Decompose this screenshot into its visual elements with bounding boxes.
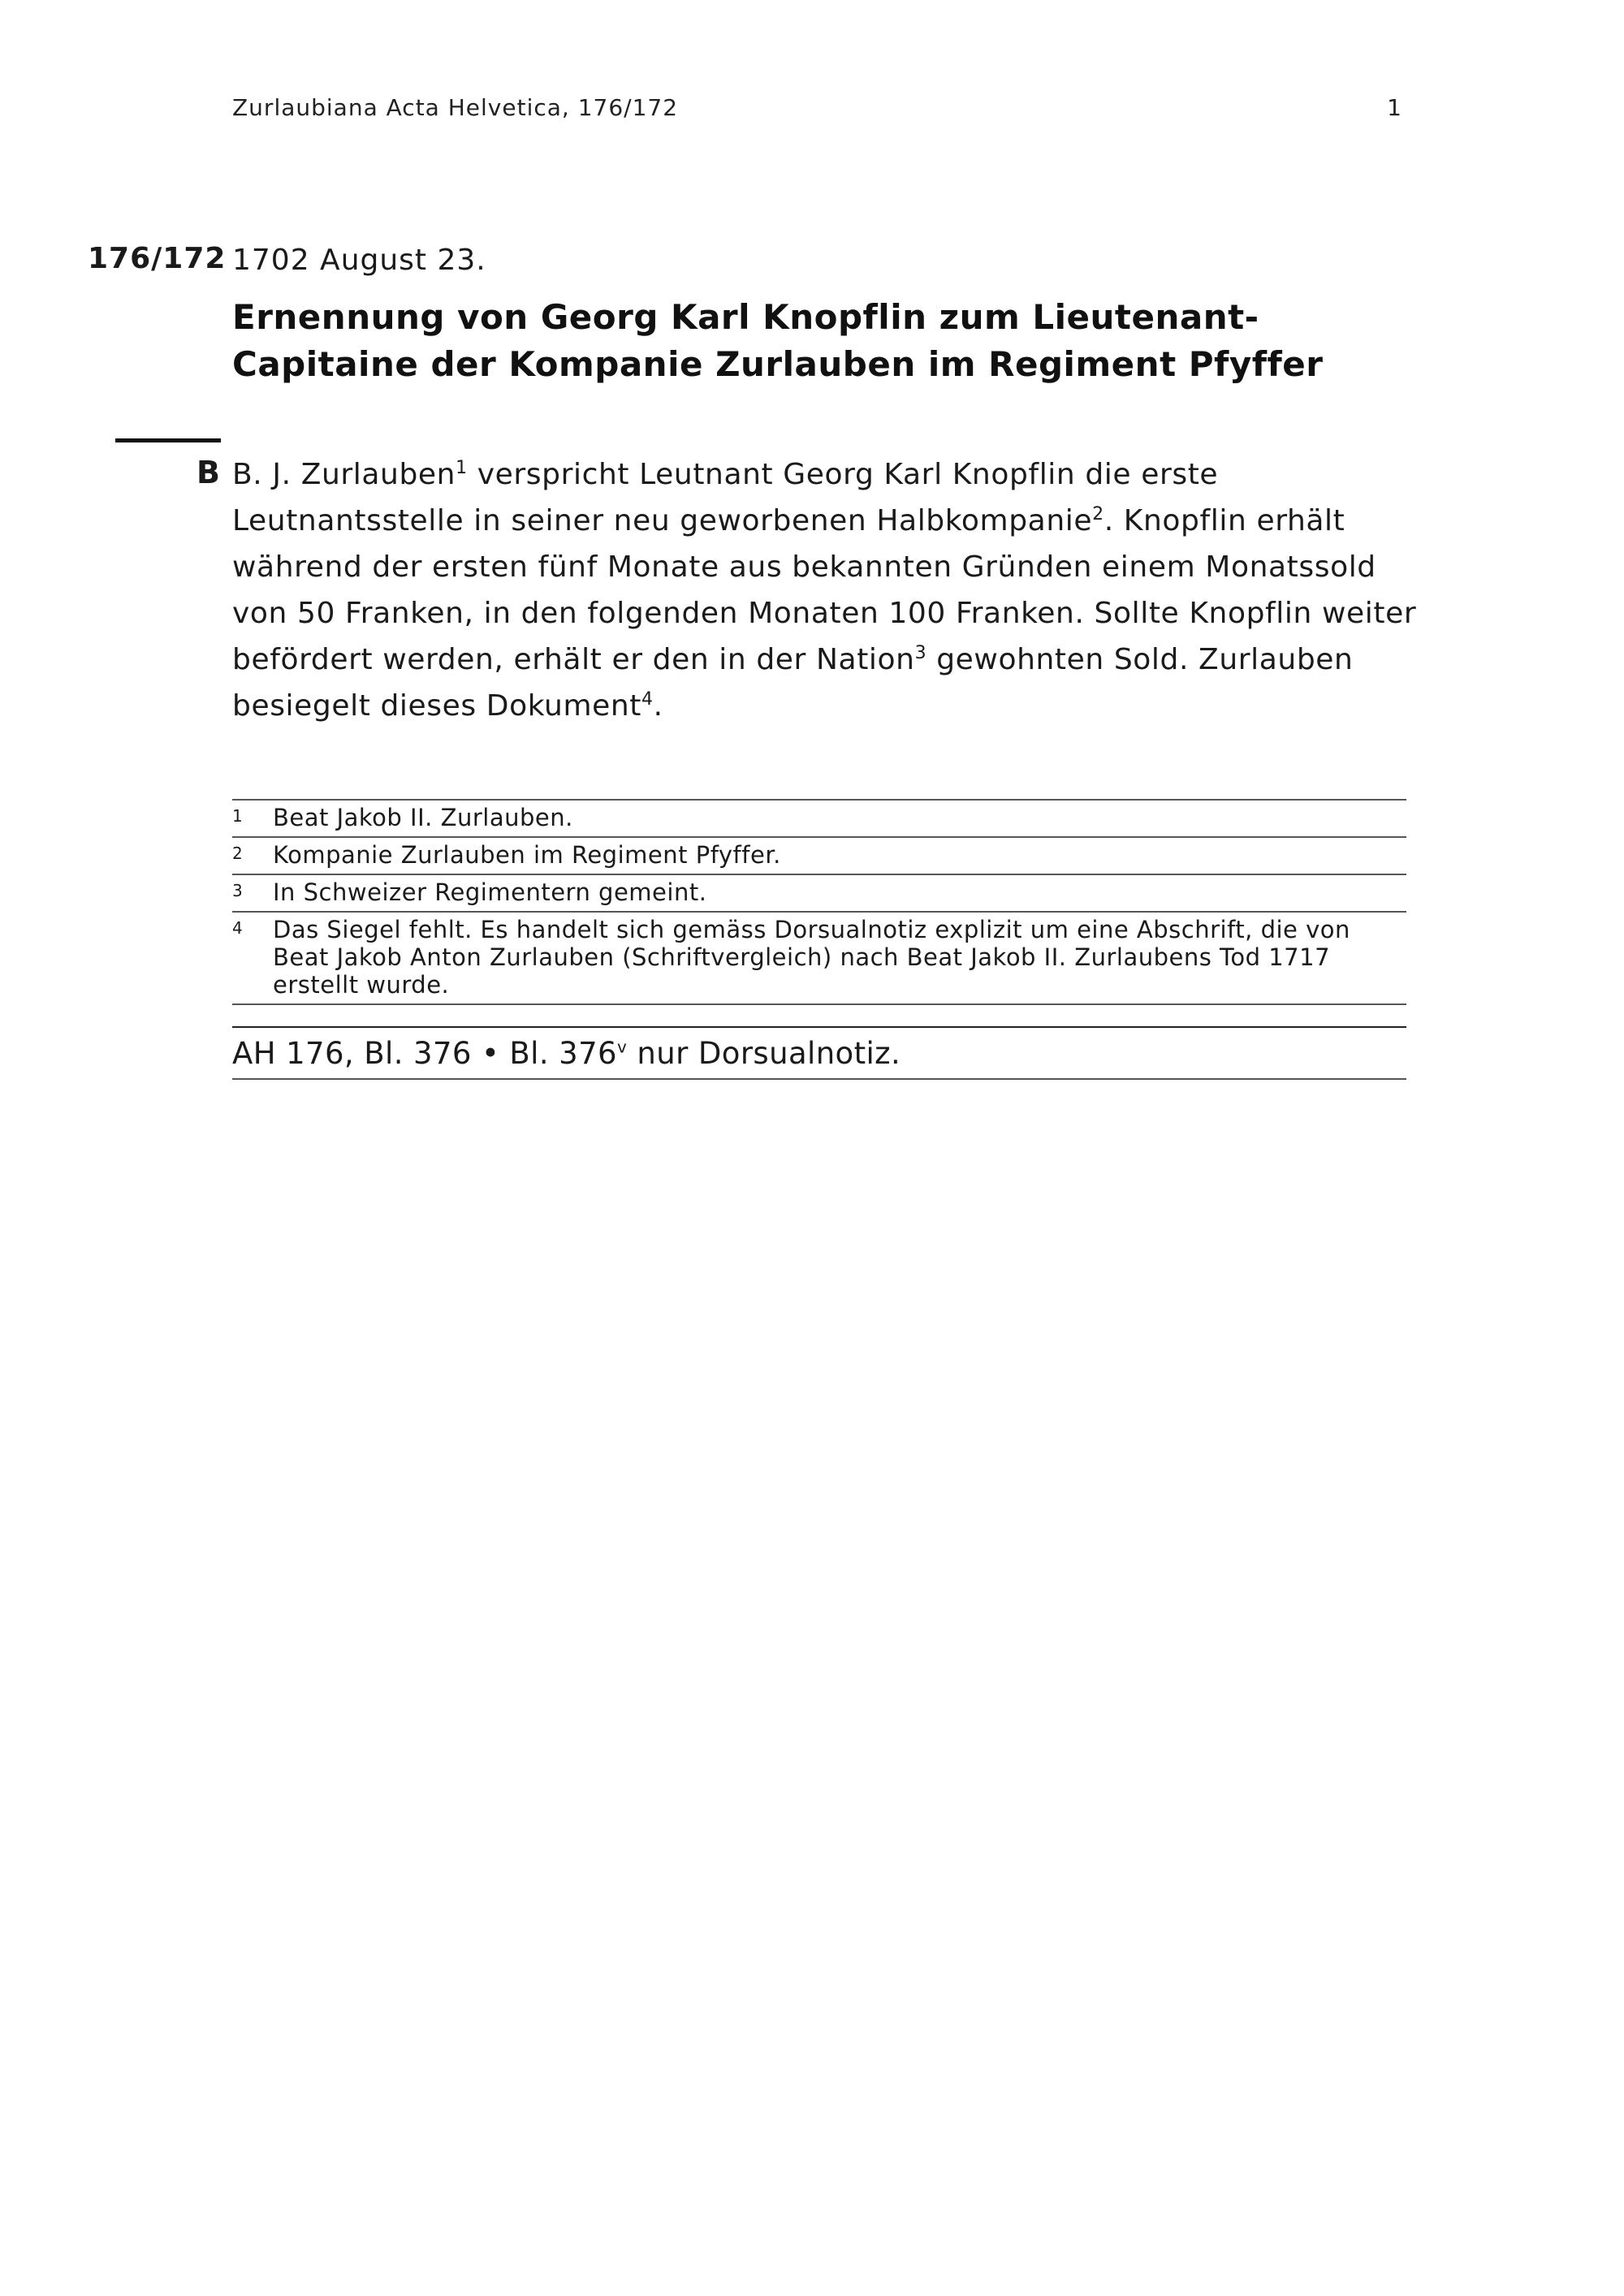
- footnote-number: 4: [232, 918, 244, 938]
- regest-text: [232, 451, 1426, 729]
- document-number: 176/172: [88, 242, 227, 275]
- footnote-item: [232, 838, 1406, 875]
- regest-marker: B: [197, 455, 220, 490]
- document-title: Ernennung von Georg Karl Knopflin zum Lieutenant-Capitaine der Kompanie Zurlauben im Regiment Pfyffer: [232, 297, 1324, 384]
- footnote-item: [232, 913, 1406, 1005]
- regest-segment: B. J. Zurlauben: [232, 458, 456, 491]
- footnote-ref[interactable]: 1: [456, 458, 468, 478]
- page-number: 1: [1387, 94, 1402, 121]
- footnote-ref[interactable]: 3: [914, 643, 927, 663]
- regest-segment: . Knopflin erhält während der ersten fünf Monate aus bekannten Gründen einem Monatssold von 50 Franken, in den folgenden Monaten 100 Franken. Sollte Knopflin weiter befördert werden, erhält er den in der Nation: [232, 504, 1417, 676]
- document-date: 1702 August 23.: [232, 244, 486, 277]
- source-prefix: AH 176, Bl. 376 • Bl. 376: [232, 1036, 617, 1071]
- section-divider: [115, 438, 221, 442]
- source-reference: [232, 1026, 1406, 1080]
- footnote-ref[interactable]: 2: [1092, 504, 1104, 524]
- regest-segment: verspricht Leutnant Georg Karl Knopflin die erste Leutnantsstelle in seiner neu geworbenen Halbkompanie: [232, 458, 1219, 537]
- footnote-text: In Schweizer Regimentern gemeint.: [273, 878, 707, 906]
- footnote-number: 1: [232, 806, 244, 826]
- footnote-number: 3: [232, 881, 244, 900]
- regest-segment: gewohnten Sold. Zurlauben besiegelt dieses Dokument: [232, 643, 1354, 723]
- source-suffix: nur Dorsualnotiz.: [627, 1036, 901, 1071]
- footnote-number: 2: [232, 844, 244, 863]
- footnotes-list: [232, 799, 1406, 1005]
- footnote-item: [232, 801, 1406, 838]
- footnote-item: [232, 875, 1406, 913]
- regest-segment: .: [653, 689, 663, 723]
- footnote-text: Beat Jakob II. Zurlauben.: [273, 804, 573, 831]
- footnote-text: Kompanie Zurlauben im Regiment Pfyffer.: [273, 841, 781, 869]
- footnote-ref[interactable]: 4: [641, 689, 654, 710]
- footnote-text: Das Siegel fehlt. Es handelt sich gemäss Dorsualnotiz explizit um eine Abschrift, die von Beat Jakob Anton Zurlauben (Schriftvergleich) nach Beat Jakob II. Zurlaubens Tod 1717 erstellt wurde.: [273, 916, 1350, 999]
- running-title: Zurlaubiana Acta Helvetica, 176/172: [232, 94, 679, 121]
- source-verso-mark: v: [617, 1037, 628, 1057]
